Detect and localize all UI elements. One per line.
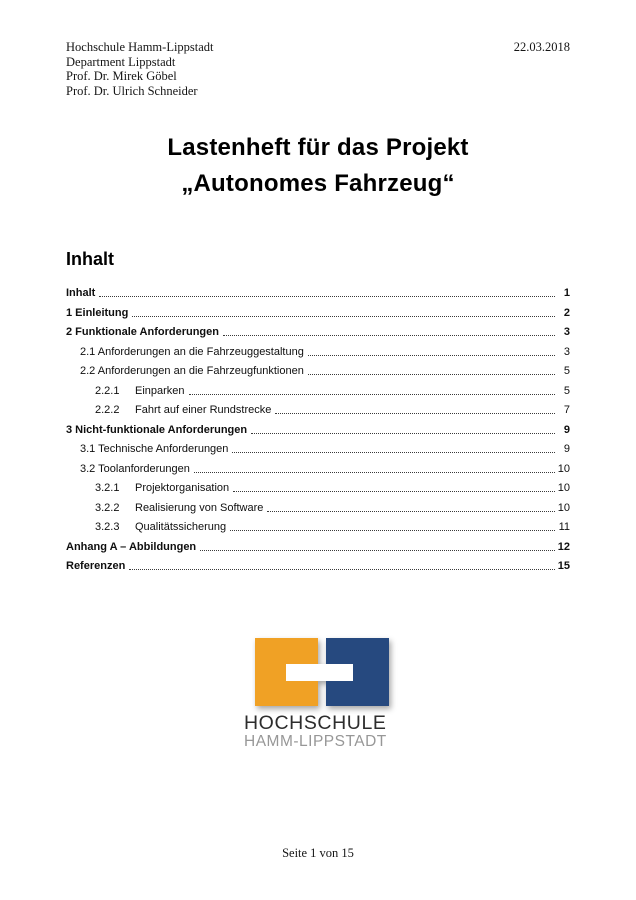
toc-entry-number: 3.2.3 [95, 521, 120, 533]
toc-entry[interactable] [66, 326, 570, 338]
logo-wordmark-line1: HOCHSCHULE [244, 712, 387, 734]
hshl-logo [244, 638, 404, 750]
toc-entry[interactable] [66, 385, 570, 397]
page-number-footer: Seite 1 von 15 [282, 846, 354, 860]
toc-list [66, 287, 570, 580]
toc-entry-label: 2.1 Anforderungen an die Fahrzeuggestaltung [80, 345, 304, 358]
toc-dot-leader [233, 491, 555, 492]
toc-entry-label: Referenzen [66, 560, 126, 572]
toc-entry-page: 1 [563, 287, 570, 299]
toc-entry-page: 3 [563, 345, 570, 358]
toc-entry-page: 3 [563, 326, 570, 338]
toc-entry-label: 1 Einleitung [66, 306, 129, 319]
toc-dot-leader [200, 550, 555, 551]
toc-entry[interactable] [66, 521, 570, 533]
toc-dot-leader [99, 296, 555, 297]
toc-entry-page: 2 [563, 306, 570, 319]
toc-dot-leader [194, 472, 555, 473]
toc-entry-page: 9 [563, 423, 570, 436]
toc-entry[interactable] [66, 541, 570, 553]
toc-entry[interactable] [66, 365, 570, 377]
toc-dot-leader [189, 394, 555, 395]
toc-entry-page: 10 [557, 501, 570, 514]
toc-entry-page: 5 [563, 384, 570, 397]
toc-entry-page: 12 [557, 540, 570, 553]
page-header [66, 40, 570, 98]
toc-entry-label: 3.1 Technische Anforderungen [80, 443, 229, 455]
toc-entry-number: 3.2.2 [95, 501, 120, 514]
toc-entry-label: 2.2 Anforderungen an die Fahrzeugfunktionen [80, 365, 304, 377]
toc-entry[interactable] [66, 287, 570, 299]
toc-entry[interactable] [66, 346, 570, 358]
toc-entry[interactable] [66, 560, 570, 572]
toc-dot-leader [223, 335, 555, 336]
toc-entry-label: Realisierung von Software [135, 501, 264, 514]
logo-plus-icon [286, 664, 353, 681]
institution-line: Hochschule Hamm-Lippstadt [66, 40, 214, 54]
toc-entry[interactable] [66, 424, 570, 436]
toc-dot-leader [267, 511, 554, 512]
toc-entry[interactable] [66, 482, 570, 494]
date-label: 22.03.2018 [513, 40, 570, 54]
toc-entry-label: Projektorganisation [135, 482, 230, 494]
toc-entry[interactable] [66, 307, 570, 319]
department-line: Department Lippstadt [66, 54, 176, 69]
toc-entry-page: 7 [563, 404, 570, 416]
toc-entry[interactable] [66, 443, 570, 455]
toc-entry-page: 15 [557, 560, 570, 572]
toc-dot-leader [129, 569, 554, 570]
hshl-logo-mark [255, 638, 389, 706]
toc-entry-number: 2.2.1 [95, 384, 120, 397]
toc-dot-leader [308, 374, 555, 375]
toc-dot-leader [275, 413, 555, 414]
toc-entry-label: Fahrt auf einer Rundstrecke [135, 404, 272, 416]
toc-dot-leader [132, 316, 555, 317]
document-title [0, 130, 636, 202]
toc-entry-page: 11 [558, 521, 570, 533]
toc-dot-leader [251, 433, 555, 434]
toc-entry-number: 2.2.2 [95, 404, 120, 416]
toc-entry-label: Anhang A – Abbildungen [66, 540, 197, 553]
toc-entry-label: Einparken [135, 384, 185, 397]
toc-entry-page: 5 [563, 365, 570, 377]
toc-entry[interactable] [66, 463, 570, 475]
toc-entry-label: 3.2 Toolanforderungen [80, 462, 190, 475]
toc-entry-page: 10 [557, 462, 570, 475]
toc-entry-number: 3.2.1 [95, 482, 120, 494]
author-line-1: Prof. Dr. Mirek Göbel [66, 69, 177, 83]
toc-heading: Inhalt [66, 249, 114, 269]
document-title-line1: Lastenheft für das Projekt [167, 134, 469, 161]
toc-entry[interactable] [66, 502, 570, 514]
document-title-line2: „Autonomes Fahrzeug“ [181, 170, 455, 197]
toc-entry-label: 2 Funktionale Anforderungen [66, 326, 219, 338]
toc-entry-page: 9 [563, 443, 570, 455]
toc-entry[interactable] [66, 404, 570, 416]
toc-entry-label: 3 Nicht-funktionale Anforderungen [66, 423, 248, 436]
toc-dot-leader [308, 355, 555, 356]
author-block [66, 40, 214, 98]
logo-wordmark-line2: HAMM-LIPPSTADT [244, 733, 387, 750]
toc-dot-leader [232, 452, 555, 453]
author-line-2: Prof. Dr. Ulrich Schneider [66, 83, 198, 98]
toc-entry-label: Qualitätssicherung [135, 521, 227, 533]
toc-entry-page: 10 [557, 482, 570, 494]
toc-dot-leader [230, 530, 555, 531]
toc-entry-label: Inhalt [66, 287, 96, 299]
